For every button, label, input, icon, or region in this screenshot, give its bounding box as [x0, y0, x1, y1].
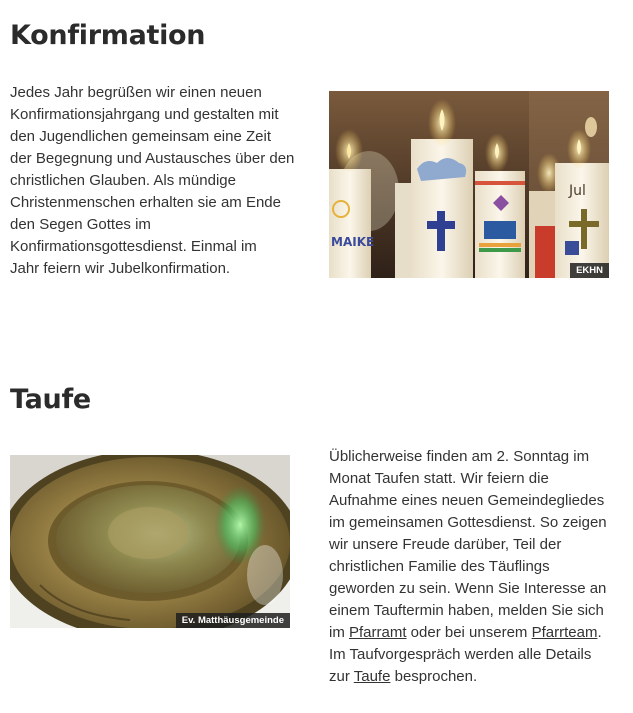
konfirmation-text — [10, 82, 310, 280]
image-credit: EKHN — [570, 263, 609, 278]
section-title-konfirmation: Konfirmation — [10, 20, 206, 51]
text-line: der Begegnung und Austausches über den — [10, 150, 295, 167]
text-line: den Segen Gottes im — [10, 216, 151, 233]
text-fragment: oder bei unserem — [406, 624, 532, 641]
text-line — [329, 666, 629, 688]
text-line: Konfirmationsgottesdienst. Einmal im — [10, 238, 257, 255]
text-line: Christenmenschen erhalten sie am Ende — [10, 194, 281, 211]
baptism-bowl-photo — [10, 455, 290, 628]
text-line: christlichen Glauben. Als mündige — [10, 172, 236, 189]
section-title-taufe: Taufe — [10, 384, 91, 415]
text-fragment: . — [597, 624, 602, 641]
text-line: Monat Taufen statt. Wir feiern die — [329, 470, 549, 487]
candle-label: Jul — [569, 183, 586, 199]
text-line: Im Taufvorgespräch werden alle Details — [329, 646, 592, 663]
baptism-bowl-image — [10, 455, 290, 628]
text-line: Jahr feiern wir Jubelkonfirmation. — [10, 260, 231, 277]
text-line: Üblicherweise finden am 2. Sonntag im — [329, 448, 590, 465]
text-line: im gemeinsamen Gottesdienst. So zeigen — [329, 514, 607, 531]
taufe-text — [329, 446, 629, 688]
text-line: Konfirmationsjahrgang und gestalten mit — [10, 106, 279, 123]
text-line: Jedes Jahr begrüßen wir einen neuen — [10, 84, 262, 101]
candles-photo — [329, 91, 609, 278]
text-line: Aufnahme eines neuen Gemeindegliedes — [329, 492, 605, 509]
candles-image — [329, 91, 609, 278]
candle-label: MAIKE — [331, 235, 375, 249]
text-fragment: im — [329, 624, 349, 641]
text-fragment: besprochen. — [390, 668, 478, 685]
image-credit: Ev. Matthäusgemeinde — [176, 613, 290, 628]
text-line: wir unsere Freude darüber, Teil der — [329, 536, 562, 553]
pfarrteam-link[interactable]: Pfarrteam — [531, 624, 598, 641]
text-line: geworden zu sein. Wenn Sie Interesse an — [329, 580, 607, 597]
text-fragment: zur — [329, 668, 354, 685]
text-line: christlichen Familie des Täuflings — [329, 558, 550, 575]
taufe-link[interactable]: Taufe — [353, 668, 391, 685]
text-line: den Jugendlichen gemeinsam eine Zeit — [10, 128, 271, 145]
text-line — [329, 622, 629, 644]
pfarramt-link[interactable]: Pfarramt — [349, 624, 407, 641]
text-line: einem Tauftermin haben, melden Sie sich — [329, 602, 604, 619]
